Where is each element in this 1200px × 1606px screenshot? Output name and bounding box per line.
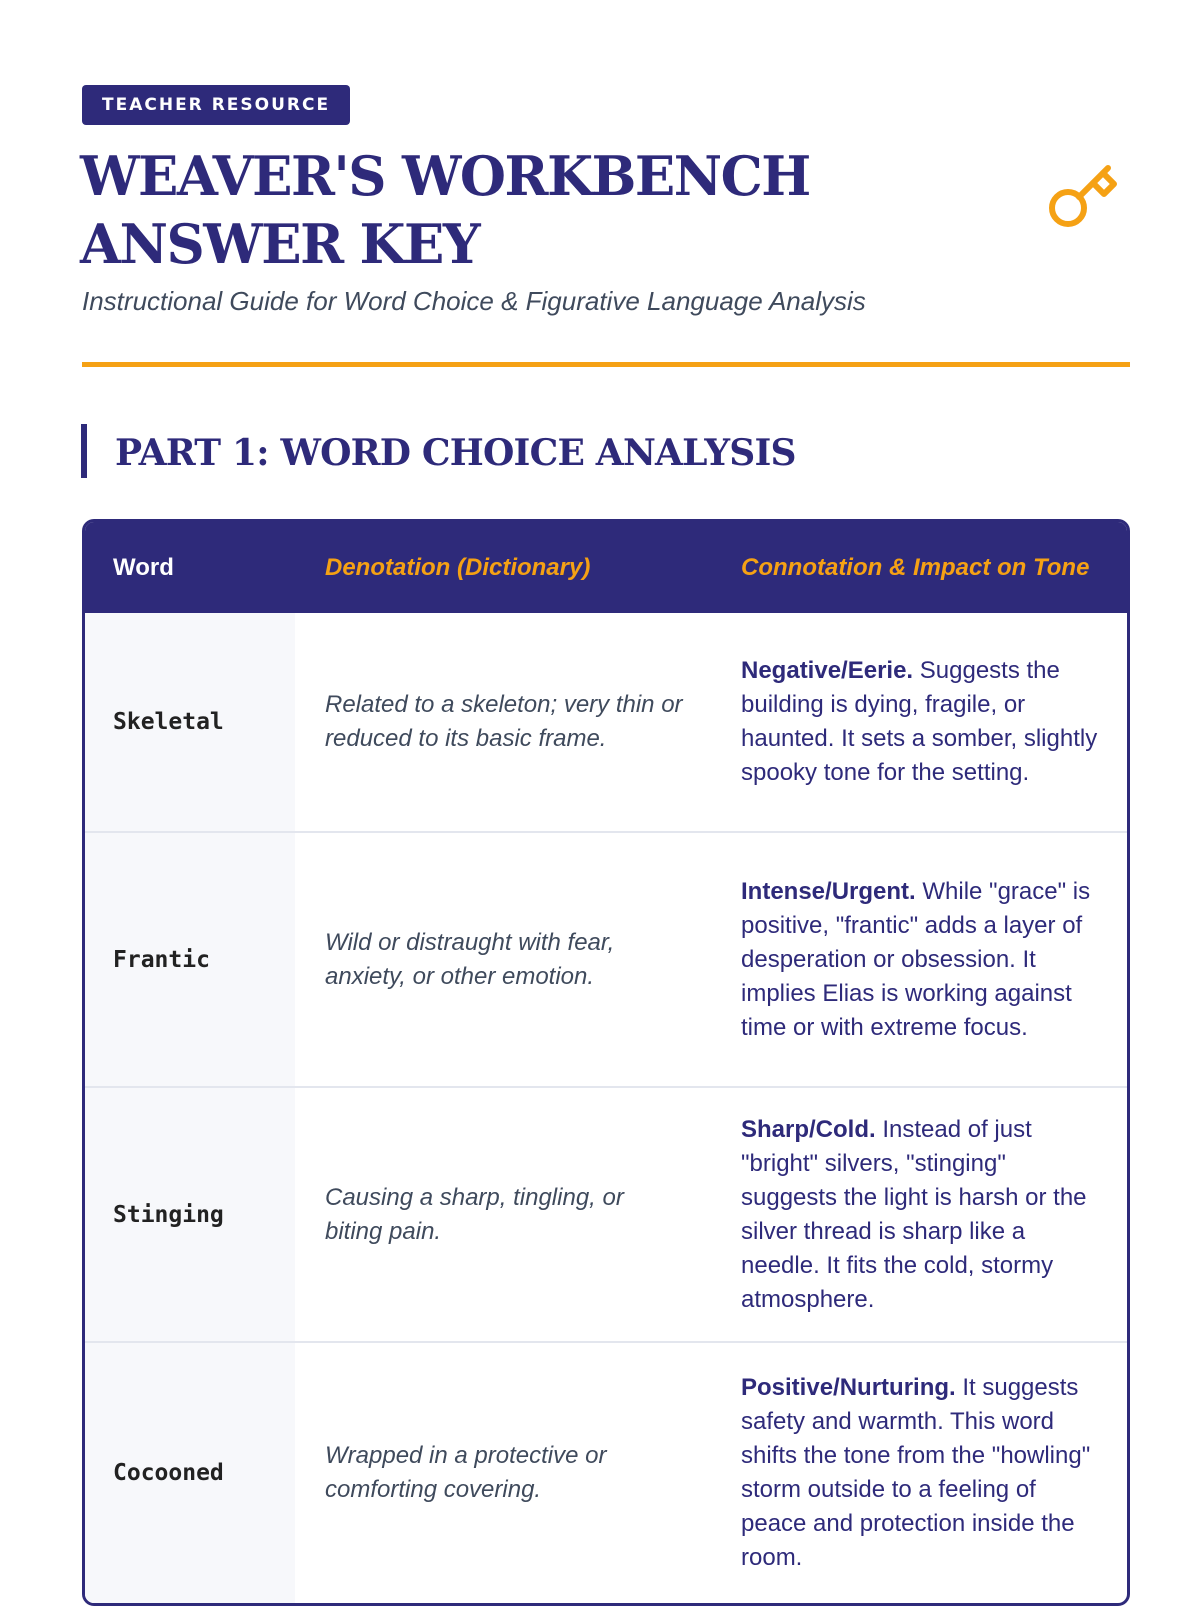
table-header [85,522,1127,613]
connotation-text [741,1371,1101,1575]
connotation-text [741,654,1101,790]
title-line-2: ANSWER KEY [80,212,480,276]
connotation-label: Negative/Eerie. [741,657,914,684]
word-text: Cocooned [113,1460,224,1486]
table-row [85,613,1127,833]
connotation-label: Positive/Nurturing. [741,1374,956,1401]
section-accent-bar [81,424,87,478]
connotation-text [741,875,1101,1045]
column-header-connotation: Connotation & Impact on Tone [741,554,1090,581]
connotation-text [741,1113,1101,1317]
column-header-denotation: Denotation (Dictionary) [325,554,591,581]
connotation-label: Sharp/Cold. [741,1115,876,1143]
header-divider [82,362,1130,367]
page-title [80,142,810,278]
connotation-body: It suggests safety and warmth. This word shifts the tone from the "howling" storm outside to a feeling of peace and protection inside the room. [741,1374,1091,1571]
title-line-1: WEAVER'S WORKBENCH [80,144,810,208]
word-cell [85,613,295,831]
denotation-text: Causing a sharp, tingling, or biting pain. [325,1183,624,1245]
denotation-text: Wild or distraught with fear, anxiety, or other emotion. [325,928,615,990]
word-text: Skeletal [113,709,224,735]
connotation-label: Intense/Urgent. [741,877,916,905]
page-subtitle: Instructional Guide for Word Choice & Figurative Language Analysis [82,286,866,316]
word-text: Frantic [113,946,210,973]
connotation-body: Suggests the building is dying, fragile, or haunted. It sets a somber, slightly spooky tone for the setting. [741,657,1098,786]
word-cell [85,1343,295,1603]
denotation-text: Related to a skeleton; very thin or reduced to its basic frame. [325,691,683,752]
word-cell [85,1088,295,1341]
teacher-resource-badge: TEACHER RESOURCE [82,85,350,125]
table-row [85,833,1127,1088]
word-cell [85,833,295,1086]
table-row [85,1088,1127,1343]
table-row [85,1343,1127,1603]
column-header-word: Word [113,554,174,581]
connotation-body: While "grace" is positive, "frantic" adds a layer of desperation or obsession. It implies Elias is working against time or with extreme focus. [741,877,1091,1041]
section-title: PART 1: WORD CHOICE ANALYSIS [115,432,796,474]
word-text: Stinging [113,1201,224,1228]
word-choice-table [82,519,1130,1606]
denotation-text: Wrapped in a protective or comforting covering. [325,1442,607,1503]
key-icon [1046,160,1126,240]
connotation-body: Instead of just "bright" silvers, "stinging" suggests the light is harsh or the silver thread is sharp like a needle. It fits the cold, stormy atmosphere. [741,1115,1087,1313]
